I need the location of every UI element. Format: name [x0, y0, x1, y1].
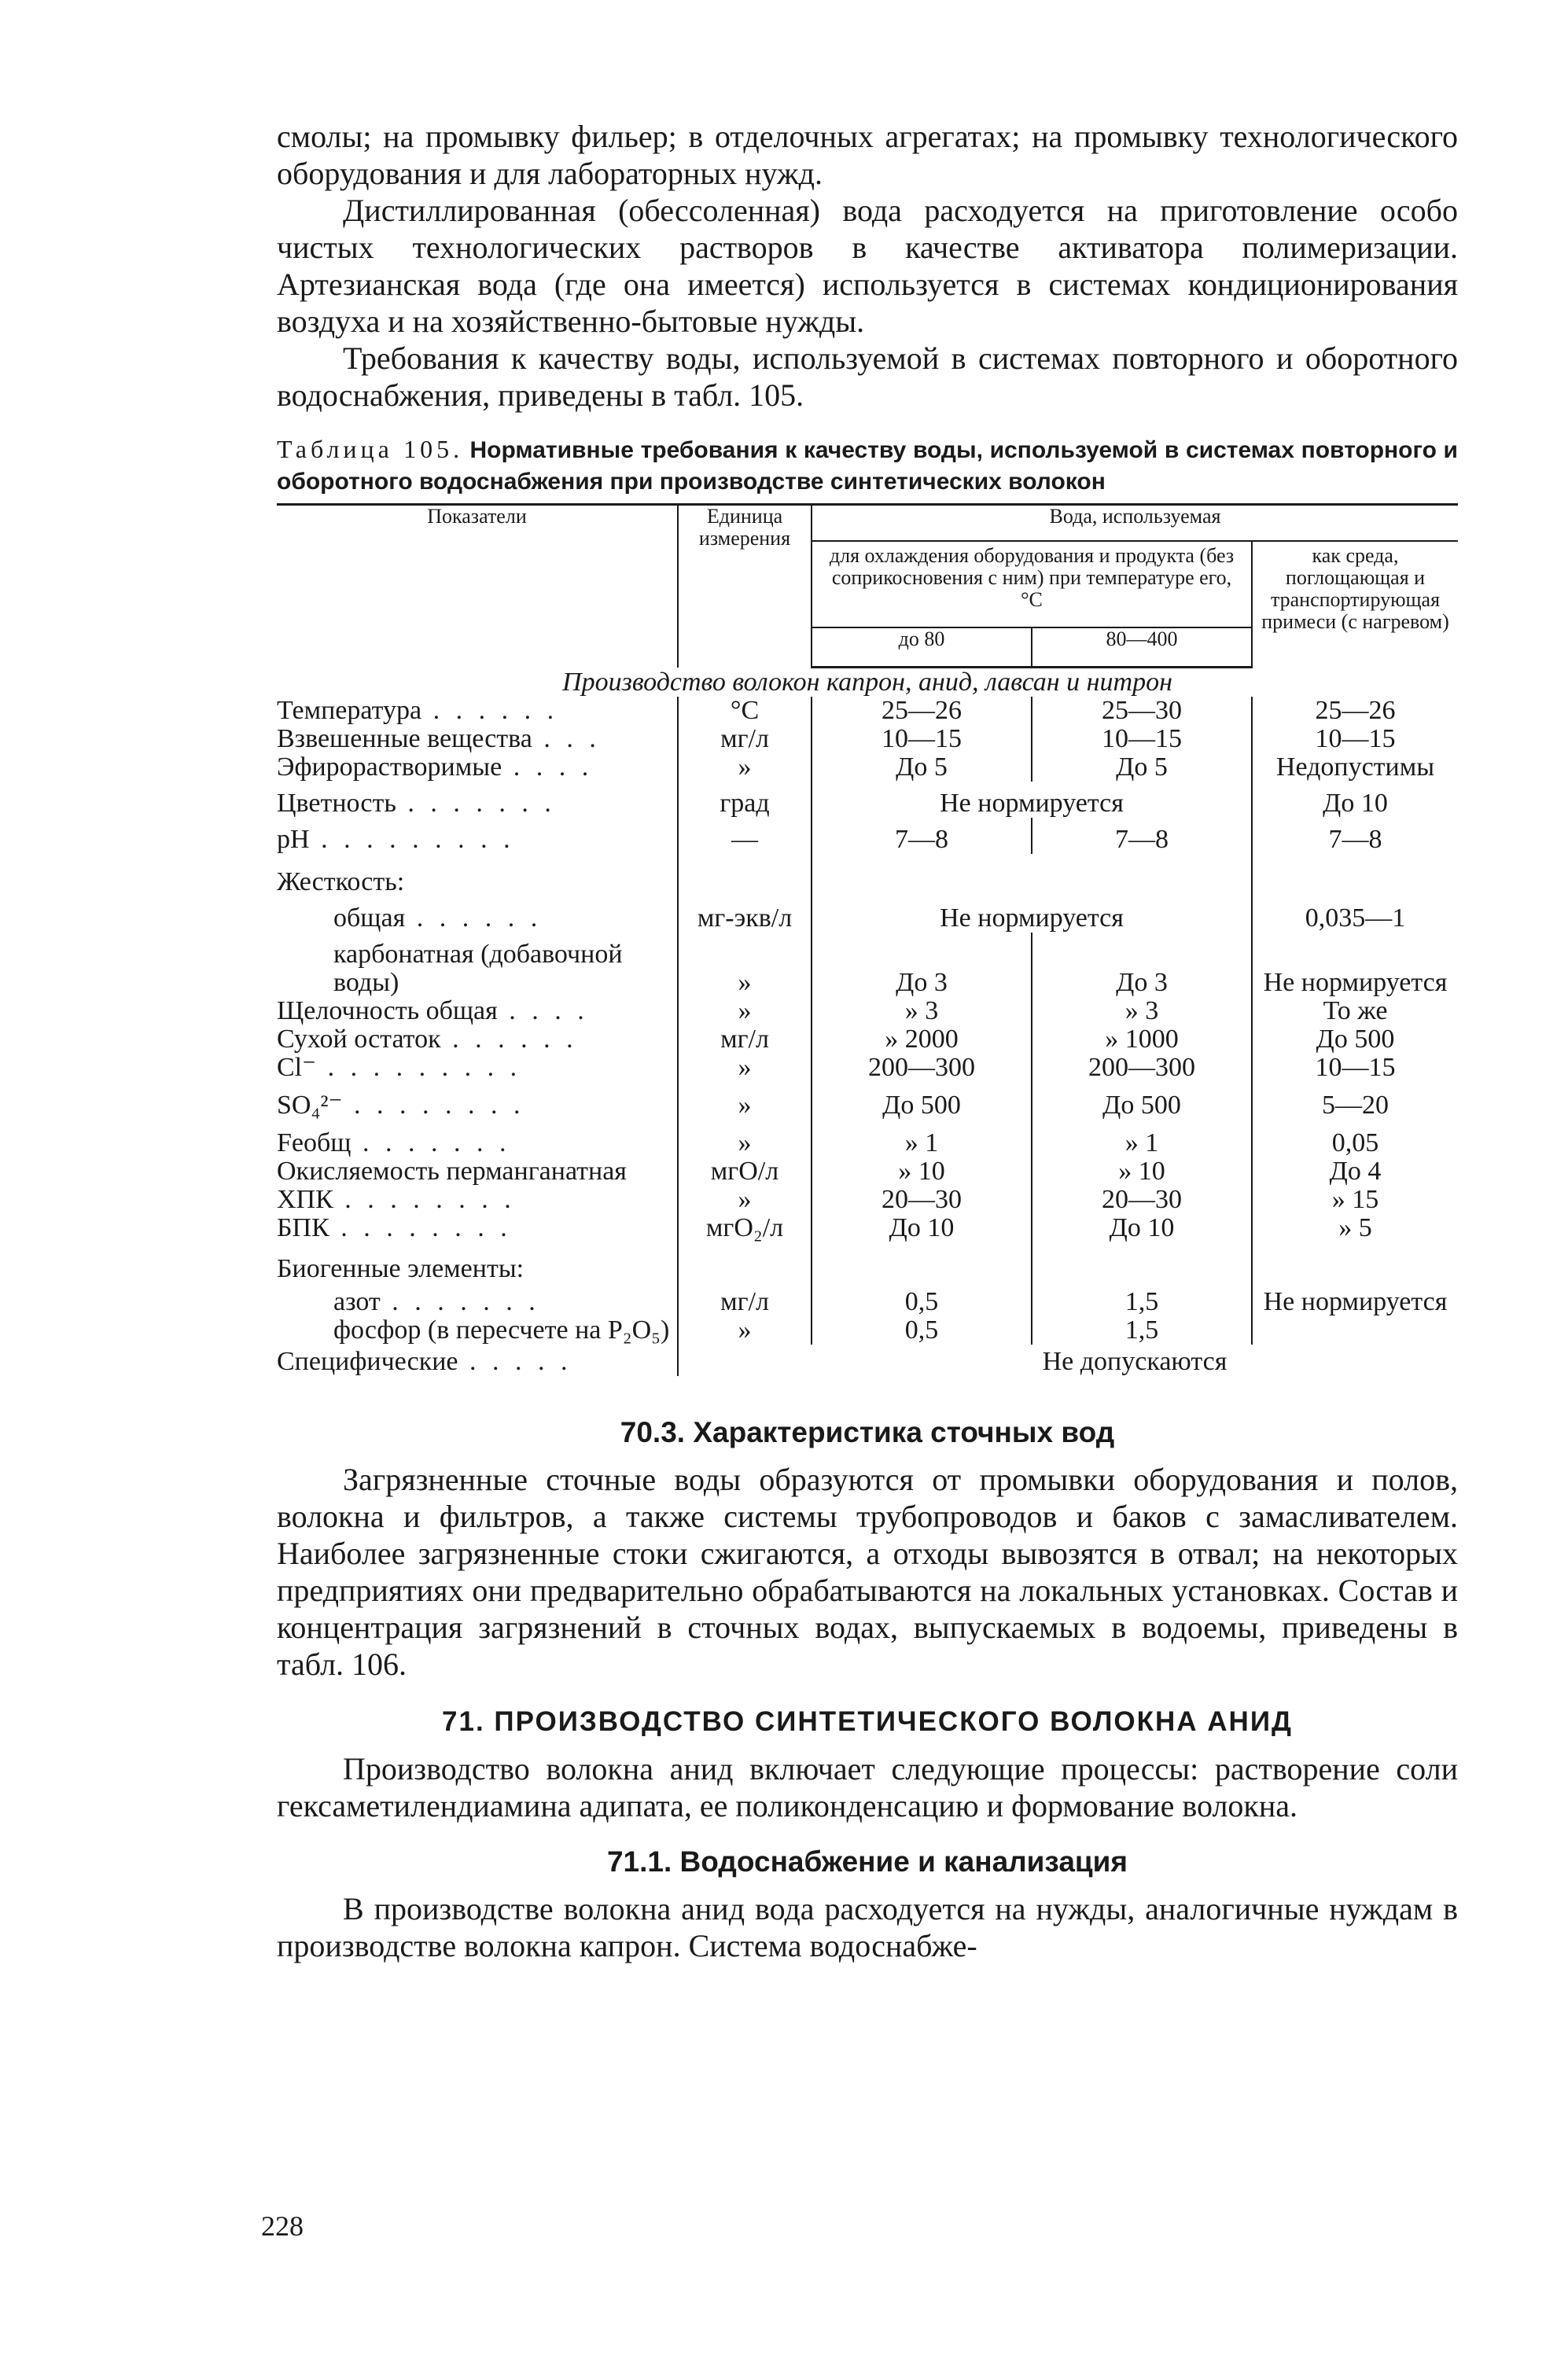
- row-value: 10—15: [812, 725, 1032, 753]
- row-value: 25—26: [812, 697, 1032, 725]
- row-value: До 10: [1032, 1214, 1252, 1242]
- row-unit: »: [678, 1082, 812, 1120]
- row-value: 20—30: [1032, 1186, 1252, 1214]
- table-row: [277, 854, 1458, 896]
- row-value-merged: Не допускаются: [1042, 1347, 1228, 1376]
- row-value: 0,5: [812, 1316, 1032, 1345]
- table-caption-title: Нормативные требования к качеству воды, используемой в системах повторного и оборотного водоснабжения при производстве синтетических волокон: [277, 437, 1458, 495]
- row-unit: мг/л: [678, 725, 812, 753]
- row-unit: мг/л: [678, 1025, 812, 1054]
- table-caption: [277, 434, 1458, 497]
- row-unit: »: [678, 1186, 812, 1214]
- row-name: Сухой остаток: [277, 1025, 441, 1054]
- row-value: » 5: [1252, 1214, 1458, 1242]
- row-unit: мг-экв/л: [678, 896, 812, 933]
- table-row: общая . . . . . . мг-экв/л Не нормируется 0,035—1: [277, 896, 1458, 933]
- row-value: 0,035—1: [1252, 896, 1458, 933]
- row-name: Цветность: [277, 789, 396, 818]
- row-value: » 3: [812, 997, 1032, 1025]
- row-unit: град: [678, 782, 812, 818]
- row-value: 7—8: [1032, 818, 1252, 854]
- table-row: БПК . . . . . . . . мгО₂/л До 10 До 10 » 5: [277, 1214, 1458, 1242]
- row-value: 5—20: [1252, 1082, 1458, 1120]
- row-name: ХПК: [277, 1186, 333, 1214]
- row-unit: [678, 1345, 812, 1376]
- row-unit: »: [678, 997, 812, 1025]
- table-105: [277, 503, 1458, 1376]
- row-value: 0,5: [812, 1283, 1032, 1316]
- header-indicator: Показатели: [427, 505, 527, 528]
- row-value: 20—30: [812, 1186, 1032, 1214]
- row-name: Жесткость:: [277, 867, 405, 896]
- row-value: До 3: [1032, 933, 1252, 997]
- table-row: рН . . . . . . . . . — 7—8 7—8 7—8: [277, 818, 1458, 854]
- row-value: 10—15: [1252, 725, 1458, 753]
- row-unit: »: [678, 1316, 812, 1345]
- row-value: 200—300: [812, 1054, 1032, 1082]
- paragraph-continuation: смолы; на промывку фильер; в отделочных агрегатах; на промывку технологического оборудования и для лабораторных нужд.: [277, 119, 1458, 191]
- row-value: 25—30: [1032, 697, 1252, 725]
- table-row: Эфирорастворимые . . . . » До 5 До 5 Недопустимы: [277, 753, 1458, 782]
- row-unit: »: [678, 753, 812, 782]
- row-name: Взвешенные вещества: [277, 725, 532, 753]
- row-value: » 3: [1032, 997, 1252, 1025]
- header-up-to-80: до 80: [812, 627, 1032, 668]
- table-row: Feобщ . . . . . . . » » 1 » 1 0,05: [277, 1120, 1458, 1157]
- header-cooling: для охлаждения оборудования и продукта (без соприкосновения с ним) при температуре его, °С: [812, 541, 1252, 627]
- row-unit: °С: [678, 697, 812, 725]
- row-value: До 500: [1032, 1082, 1252, 1120]
- row-value: 0,05: [1252, 1120, 1458, 1157]
- row-unit: мгО₂/л: [678, 1214, 812, 1242]
- table-row: [277, 1242, 1458, 1283]
- row-name: фосфор (в пересчете на P₂O₅): [333, 1316, 670, 1345]
- row-name: Температура: [277, 697, 422, 725]
- page-content: [277, 118, 1458, 1964]
- paragraph-water-supply: В производстве волокна анид вода расходуется на нужды, аналогичные нуждам в производстве волокна капрон. Система водоснабже-: [277, 1891, 1458, 1963]
- table-caption-lead: Таблица 105.: [277, 435, 464, 463]
- row-value: Недопустимы: [1252, 753, 1458, 782]
- row-value: 7—8: [812, 818, 1032, 854]
- table-row: [277, 1157, 1458, 1186]
- row-value: До 500: [812, 1082, 1032, 1120]
- row-name: рН: [277, 825, 310, 854]
- table-row: азот . . . . . . . мг/л 0,5 1,5 Не нормируется: [277, 1283, 1458, 1316]
- row-value: До 3: [812, 933, 1032, 997]
- row-value: До 10: [812, 1214, 1032, 1242]
- table-row: Специфические . . . . . Не допускаются: [277, 1345, 1458, 1376]
- row-value: До 10: [1252, 782, 1458, 818]
- paragraph-wastewater: Загрязненные сточные воды образуются от промывки оборудования и полов, волокна и фильтров, а также системы трубопроводов и баков с замасливателем. Наиболее загрязненные стоки сжигаются, а отходы вывозятся в отвал; на некоторых предприятиях они предварительно обрабатываются на локальных установках. Состав и концентрация загрязнений в сточных водах, выпускаемых в водоемы, приведены в табл. 106.: [277, 1462, 1458, 1682]
- row-value: 10—15: [1252, 1054, 1458, 1082]
- row-name: Щелочность общая: [277, 997, 498, 1025]
- row-unit: »: [678, 1054, 812, 1082]
- row-value: 10—15: [1032, 725, 1252, 753]
- row-value-merged: Не нормируется: [812, 782, 1252, 818]
- row-name: БПК: [277, 1214, 329, 1242]
- row-value: До 5: [1032, 753, 1252, 782]
- row-name: Специфические: [277, 1347, 458, 1376]
- table-row: [277, 1316, 1458, 1345]
- row-value-merged: Не нормируется: [812, 896, 1252, 933]
- row-value: До 5: [812, 753, 1032, 782]
- table-row: SO₄²⁻ . . . . . . . . » До 500 До 500 5—20: [277, 1082, 1458, 1120]
- row-value: Не нормируется: [1252, 933, 1458, 997]
- row-name: азот: [333, 1287, 381, 1316]
- page-number: 228: [261, 2210, 304, 2242]
- row-value: То же: [1252, 997, 1458, 1025]
- row-value: 7—8: [1252, 818, 1458, 854]
- row-value: » 2000: [812, 1025, 1032, 1054]
- table-row: ХПК . . . . . . . . » 20—30 20—30 » 15: [277, 1186, 1458, 1214]
- row-value: » 15: [1252, 1186, 1458, 1214]
- row-unit: мгО/л: [678, 1157, 812, 1186]
- table-row: Щелочность общая . . . . » » 3 » 3 То же: [277, 997, 1458, 1025]
- row-name: Окисляемость перманганатная: [277, 1157, 627, 1186]
- row-value: 1,5: [1032, 1316, 1252, 1345]
- paragraph-anid-production: Производство волокна анид включает следующие процессы: растворение соли гексаметилендиамина адипата, ее поликонденсацию и формование волокна.: [277, 1751, 1458, 1823]
- row-name: общая: [333, 903, 406, 933]
- table-row: Сухой остаток . . . . . . мг/л » 2000 » 1000 До 500: [277, 1025, 1458, 1054]
- table-section-title: Производство волокон капрон, анид, лавсан и нитрон: [562, 668, 1172, 697]
- row-value: » 10: [1032, 1157, 1252, 1186]
- paragraph-requirements: Требования к качеству воды, используемой в системах повторного и оборотного водоснабжения, приведены в табл. 105.: [277, 340, 1458, 413]
- row-name: SO₄²⁻: [277, 1091, 343, 1120]
- row-unit: —: [678, 818, 812, 854]
- table-row: [277, 933, 1458, 997]
- header-80-400: 80—400: [1032, 627, 1252, 668]
- row-value: 200—300: [1032, 1054, 1252, 1082]
- row-unit: мг/л: [678, 1283, 812, 1316]
- chapter-heading-71: 71. ПРОИЗВОДСТВО СИНТЕТИЧЕСКОГО ВОЛОКНА АНИД: [442, 1706, 1293, 1737]
- row-unit: »: [678, 1120, 812, 1157]
- section-heading-70-3: 70.3. Характеристика сточных вод: [620, 1416, 1115, 1448]
- row-value: Не нормируется: [1252, 1283, 1458, 1316]
- row-value: До 500: [1252, 1025, 1458, 1054]
- row-value: » 10: [812, 1157, 1032, 1186]
- row-name: Биогенные элементы:: [277, 1254, 525, 1283]
- table-row: Cl⁻ . . . . . . . . . » 200—300 200—300 10—15: [277, 1054, 1458, 1082]
- row-name: Feобщ: [277, 1128, 352, 1157]
- paragraph-distilled-water: Дистиллированная (обессоленная) вода расходуется на приготовление особо чистых технологических растворов в качестве активатора полимеризации. Артезианская вода (где она имеется) используется в системах кондиционирования воздуха и на хозяйственно-бытовые нужды.: [277, 193, 1458, 339]
- section-heading-71-1: 71.1. Водоснабжение и канализация: [606, 1845, 1128, 1878]
- row-value: » 1: [1032, 1120, 1252, 1157]
- table-row: Цветность . . . . . . . град Не нормируется До 10: [277, 782, 1458, 818]
- row-name: Эфирорастворимые: [277, 753, 502, 782]
- header-water-used: Вода, используемая: [812, 505, 1458, 542]
- row-value: [1252, 1316, 1458, 1345]
- row-name: Cl⁻: [277, 1054, 317, 1082]
- row-name: карбонатная (добавочной воды): [333, 940, 623, 997]
- row-value: До 4: [1252, 1157, 1458, 1186]
- header-unit: Единица измерения: [678, 505, 812, 668]
- row-value: » 1: [812, 1120, 1032, 1157]
- row-value: 25—26: [1252, 697, 1458, 725]
- header-medium: как среда, поглощающая и транспортирующая примеси (с нагревом): [1252, 541, 1458, 668]
- row-unit: »: [678, 933, 812, 997]
- row-value: » 1000: [1032, 1025, 1252, 1054]
- table-row: Взвешенные вещества . . . мг/л 10—15 10—15 10—15: [277, 725, 1458, 753]
- row-value: 1,5: [1032, 1283, 1252, 1316]
- table-row: Температура . . . . . . °С 25—26 25—30 25—26: [277, 697, 1458, 725]
